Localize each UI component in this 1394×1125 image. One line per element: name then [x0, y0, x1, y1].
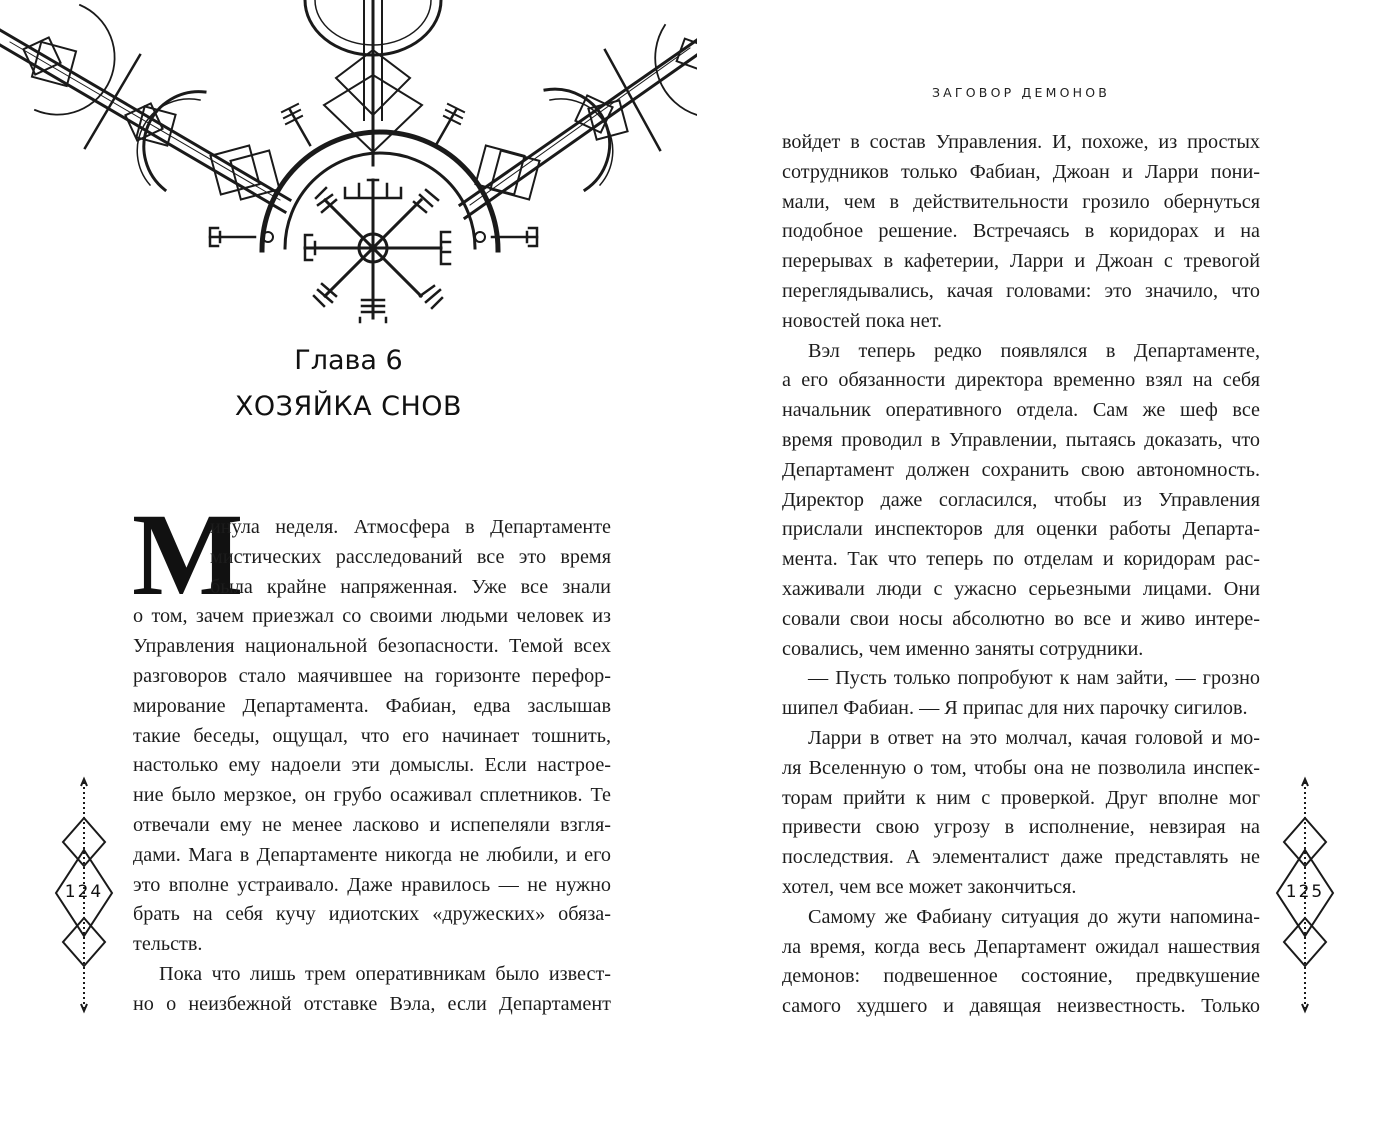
text-line: настолько ему надоели эти домыслы. Если настрое- [133, 754, 611, 777]
text-line: Департамент должен сохранить свою автономность. [782, 458, 1260, 481]
text-line: ла время, когда весь Департамент ожидал нашествия [782, 935, 1260, 958]
text-line: Управления национальной безопасности. Темой всех [133, 635, 611, 658]
text-line: отвечали ему не менее ласково и испепеляли взгля- [133, 813, 611, 836]
text-line: это вполне устраивало. Даже нравилось — не нужно [133, 873, 611, 896]
right-page-body [782, 128, 1260, 1022]
text-line: Пока что лишь трем оперативникам было извест- [159, 962, 611, 985]
text-line: ние было мерзкое, он грубо осаживал сплетников. Те [133, 784, 611, 807]
vegvisir-ornament-icon [0, 0, 697, 330]
text-line: а его обязанности директора временно взял на себя [782, 369, 1260, 392]
text-line: начальник оперативного отдела. Сам же шеф все [782, 399, 1260, 422]
text-line: брать на себя кучу идиотских «дружеских» обяза- [133, 903, 611, 926]
text-line: время проводил в Управлении, пытаясь доказать, что [782, 428, 1260, 451]
text-line: последствия. А элементалист даже представлять не [782, 846, 1260, 869]
text-line: тельств. [133, 933, 203, 956]
left-page-body [133, 513, 611, 1020]
drop-cap: М [132, 489, 244, 620]
text-line: хотел, чем все может закончиться. [782, 875, 1077, 898]
text-line: — Пусть только попробуют к нам зайти, — грозно [808, 667, 1260, 690]
text-line: Ларри в ответ на это молчал, качая головой и мо- [808, 726, 1260, 749]
text-line: мирование Департамента. Фабиан, едва заслышав [133, 694, 611, 717]
text-line: дами. Мага в Департаменте никогда не любили, и его [133, 843, 611, 866]
text-line: привести свою угрозу в исполнение, невзирая на [782, 816, 1260, 839]
text-line: Самому же Фабиану ситуация до жути напомина- [808, 905, 1260, 928]
text-line: Директор даже согласился, чтобы из Управления [782, 488, 1260, 511]
right-page [697, 0, 1394, 1125]
text-line: перерывах в кафетерии, Ларри и Джоан с тревогой [782, 250, 1260, 273]
text-line: шипел Фабиан. — Я припас для них парочку сигилов. [782, 697, 1248, 720]
page-number-badge-right [1275, 770, 1335, 1020]
page-number-badge-left [54, 770, 114, 1020]
text-line: совали свои носы абсолютно во все и живо интере- [782, 607, 1260, 630]
running-head: ЗАГОВОР ДЕМОНОВ [931, 85, 1111, 100]
text-line: ля Вселенную о том, чтобы она не позволила инспек- [782, 756, 1260, 779]
text-line: была крайне напряженная. Уже все знали [210, 575, 611, 598]
text-line: прислали инспекторов для оценки работы Департа- [782, 518, 1260, 541]
text-line: подобное решение. Встречаясь в коридорах и на [782, 220, 1260, 243]
text-line: войдет в состав Управления. И, похоже, из простых [782, 131, 1260, 153]
text-line: разговоров стало маячившее на горизонте перефор- [133, 664, 611, 687]
page-number: 124 [64, 882, 104, 902]
text-line: мистических расследований все это время [210, 545, 611, 568]
text-line: новостей пока нет. [782, 309, 943, 332]
text-line: сотрудников только Фабиан, Джоан и Ларри пони- [782, 160, 1260, 183]
text-line: самого худшего и давящая неизвестность. Только [782, 995, 1260, 1018]
page-number: 125 [1285, 882, 1325, 902]
text-line: совались, чем именно заняты сотрудники. [782, 637, 1144, 660]
text-line: Вэл теперь редко появлялся в Департаменте, [808, 339, 1260, 362]
text-line: мента. Так что теперь по отделам и коридорам рас- [782, 548, 1260, 571]
text-line: но о неизбежной отставке Вэла, если Департамент [133, 992, 611, 1015]
chapter-title: ХОЗЯЙКА СНОВ [234, 391, 463, 422]
text-line: демонов: подвешенное состояние, предвкушение [782, 965, 1260, 988]
text-line: о том, зачем приезжал со своими людьми человек из [133, 605, 611, 628]
text-line: такие беседы, ощущал, что его начинает тошнить, [133, 724, 611, 747]
text-line: переглядывались, качая головами: это значило, что [782, 279, 1260, 302]
text-line: хаживали люди с ужасно серьезными лицами. Они [782, 577, 1260, 600]
chapter-number: Глава 6 [294, 345, 403, 376]
text-line: торам прийти к ним с проверкой. Друг вполне мог [782, 786, 1260, 809]
text-line: мали, чем в действительности грозило обернуться [782, 190, 1260, 213]
text-line: инула неделя. Атмосфера в Департаменте [210, 516, 611, 538]
